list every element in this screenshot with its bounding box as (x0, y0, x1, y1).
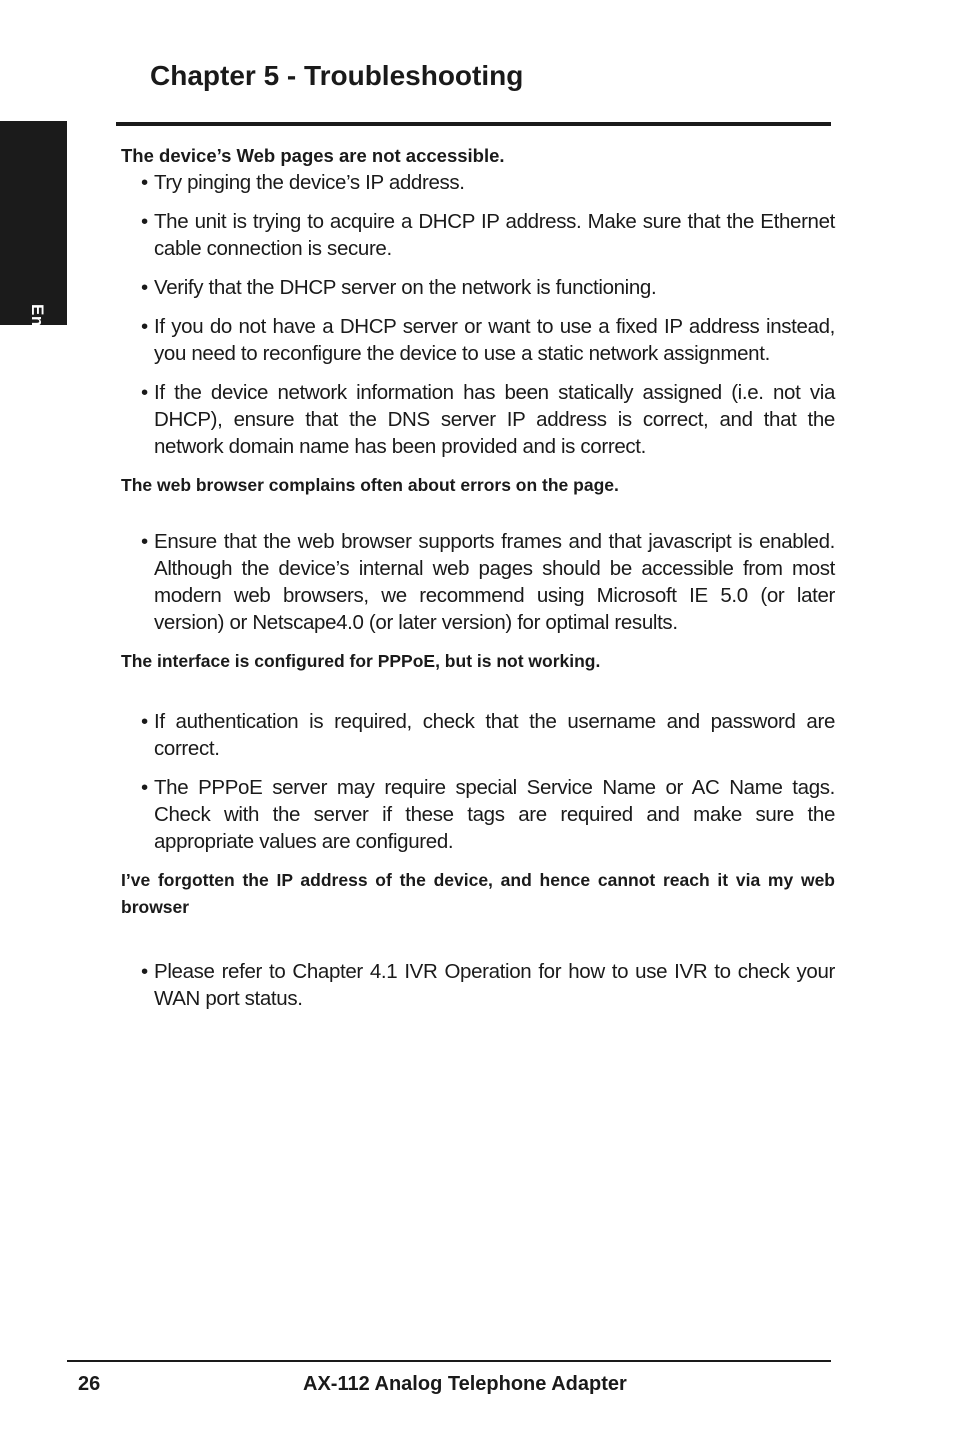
language-tab-label: English (28, 304, 47, 369)
header-rule (116, 122, 831, 126)
question-forgotten-ip: I’ve forgotten the IP address of the device, and hence cannot reach it via my web browser (121, 870, 835, 917)
chapter-title: Chapter 5 - Troubleshooting (150, 60, 524, 91)
page-number: 26 (78, 1373, 101, 1395)
answer-list-forgotten-ip (121, 958, 835, 1012)
footer-rule (67, 1360, 831, 1362)
language-side-tab (0, 121, 67, 369)
list-item: • If the device network information has been statically assigned (i.e. not via DHCP), ensure that the DNS server IP address is correct, and that the network domain name has been provided and is correct. (121, 379, 835, 460)
list-item: • Ensure that the web browser supports frames and that javascript is enabled. Although the device’s internal web pages should be accessible from most modern web browsers, we recommend using Microsoft IE 5.0 (or later version) or Netscape4.0 (or later version) for optimal results. (121, 528, 835, 636)
list-item: • Please refer to Chapter 4.1 IVR Operation for how to use IVR to check your WAN port status. (121, 958, 835, 1012)
footer-product-title: AX-112 Analog Telephone Adapter (303, 1373, 627, 1395)
question-pppoe: The interface is configured for PPPoE, but is not working. (121, 651, 601, 671)
list-item: • Verify that the DHCP server on the network is functioning. (121, 274, 835, 301)
list-item: • The PPPoE server may require special Service Name or AC Name tags. Check with the server if these tags are required and make sure the appropriate values are configured. (121, 774, 835, 855)
answer-list-pppoe (121, 708, 835, 855)
answer-list-browser-errors (121, 528, 835, 636)
question-browser-errors: The web browser complains often about errors on the page. (121, 475, 619, 495)
troubleshooting-content (121, 142, 835, 1024)
question-web-pages: The device’s Web pages are not accessible. (121, 145, 505, 166)
answer-list-web-pages (121, 169, 835, 460)
list-item: • The unit is trying to acquire a DHCP IP address. Make sure that the Ethernet cable connection is secure. (121, 208, 835, 262)
list-item: • Try pinging the device’s IP address. (121, 169, 835, 196)
list-item: • If you do not have a DHCP server or want to use a fixed IP address instead, you need to reconfigure the device to use a static network assignment. (121, 313, 835, 367)
list-item: • If authentication is required, check that the username and password are correct. (121, 708, 835, 762)
